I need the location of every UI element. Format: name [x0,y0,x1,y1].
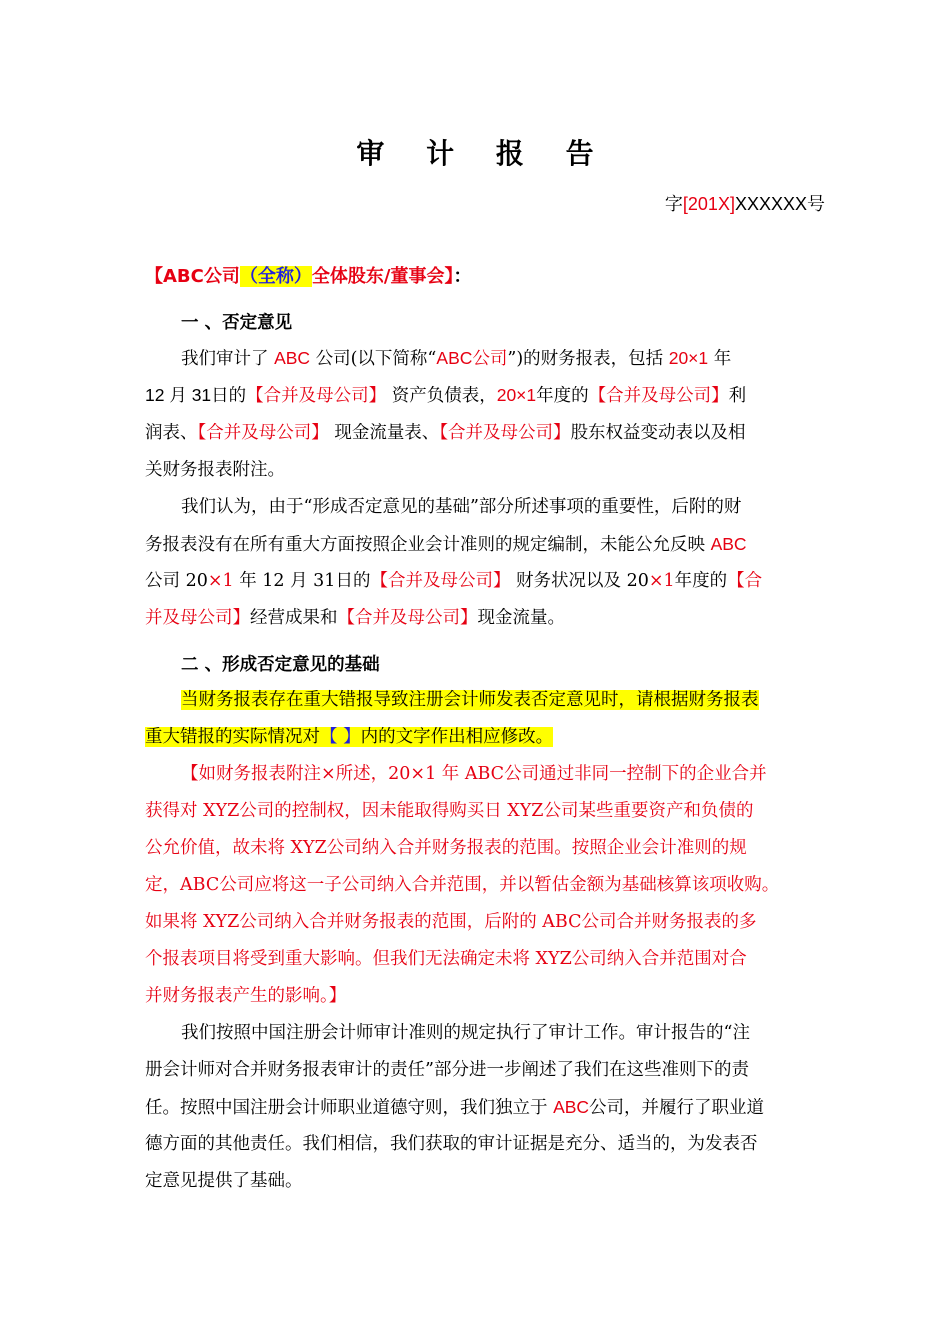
s2-example-line2: 获得对 XYZ公司的控制权，因未能取得购买日 XYZ公司某些重要资产和负债的 [145,801,754,821]
s1p1-line3: 润表、【合并及母公司】 现金流量表、【合并及母公司】股东权益变动表以及相 [145,423,746,443]
s2p3-line1: 我们按照中国注册会计师审计准则的规定执行了审计工作。审计报告的“注 [181,1023,750,1043]
doc-number-prefix: 字 [664,194,683,215]
addressee-colon: ： [453,266,472,287]
section1-heading: 一 、否定意见 [181,313,293,333]
page-title: 审 计 报 告 [356,137,610,170]
s2-example-line4: 定，ABC公司应将这一子公司纳入合并范围，并以暂估金额为基础核算该项收购。 [145,875,780,895]
s2-example-line3: 公允价值，故未将 XYZ公司纳入合并财务报表的范围。按照企业会计准则的规 [145,838,747,858]
doc-number-suffix: 号 [807,194,825,215]
addressee-fullname: （全称） [239,266,312,287]
s2-note-line1: 当财务报表存在重大错报导致注册会计师发表否定意见时，请根据财务报表 [181,690,759,710]
s1p2-line4: 并及母公司】经营成果和【合并及母公司】现金流量。 [145,608,565,628]
s2-example-line1: 【如财务报表附注×所述，20×1 年 ABC公司通过非同一控制下的企业合并 [181,764,767,784]
document-number [665,190,825,216]
s1p1-line1: 我们审计了 ABC 公司(以下简称“ABC公司”)的财务报表，包括 20×1 年 [181,348,732,369]
s1p2-line2: 务报表没有在所有重大方面按照企业会计准则的规定编制，未能公允反映 ABC [145,534,747,555]
s2p3-line2: 册会计师对合并财务报表审计的责任”部分进一步阐述了我们在这些准则下的责 [145,1060,749,1080]
section2-heading: 二 、形成否定意见的基础 [181,655,380,675]
s1p2-line1: 我们认为，由于“形成否定意见的基础”部分所述事项的重要性，后附的财 [181,497,742,517]
s2p3-line4: 德方面的其他责任。我们相信，我们获取的审计证据是充分、适当的，为发表否 [145,1134,758,1154]
s1p1-line2: 12 月 31日的【合并及母公司】 资产负债表，20×1年度的【合并及母公司】利 [145,385,747,406]
s2p3-line5: 定意见提供了基础。 [145,1171,303,1191]
addressee-rest: 全体股东/董事会】 [311,266,454,287]
s2-example-line6: 个报表项目将受到重大影响。但我们无法确定未将 XYZ公司纳入合并范围对合 [145,949,747,969]
s2-example-line5: 如果将 XYZ公司纳入合并财务报表的范围，后附的 ABC公司合并财务报表的多 [145,912,757,932]
s2-note-line2: 重大错报的实际情况对【 】内的文字作出相应修改。 [145,727,554,747]
s2-example-line7: 并财务报表产生的影响。】 [145,986,347,1006]
doc-number-code: XXXXXX [734,194,807,214]
addressee-open: 【ABC公司 [145,266,240,287]
s2p3-line3: 任。按照中国注册会计师职业道德守则，我们独立于 ABC公司，并履行了职业道 [145,1097,765,1118]
s1p2-line3: 公司 20×1 年 12 月 31日的【合并及母公司】 财务状况以及 20×1年度的【合 [145,571,763,591]
addressee [145,262,471,288]
doc-number-year: [201X] [682,194,735,214]
s1p1-line4: 关财务报表附注。 [145,460,285,480]
